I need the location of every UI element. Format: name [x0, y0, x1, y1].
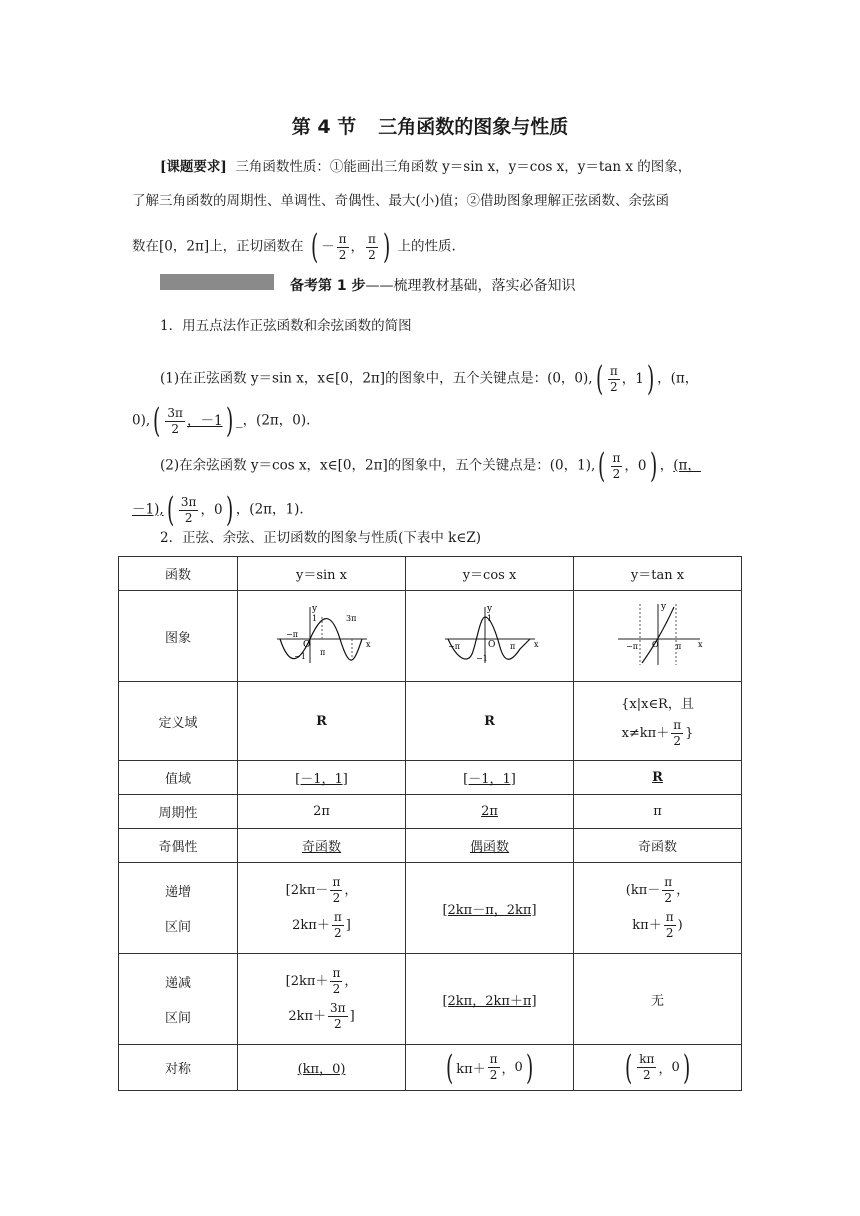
svg-text:−π: −π [447, 642, 460, 651]
row-label-period: 周期性 [119, 795, 238, 829]
requirement-tag: [课题要求] [160, 159, 227, 175]
svg-text:−1: −1 [475, 654, 488, 663]
tan-decreasing: 无 [574, 954, 742, 1045]
svg-text:x: x [533, 640, 539, 649]
requirement-text-3b: 上的性质. [397, 238, 456, 255]
tan-parity: 奇函数 [574, 829, 742, 863]
table-row-decreasing [119, 954, 742, 1045]
minus-sign: － [321, 239, 335, 255]
sin-graph-cell [238, 591, 406, 682]
requirement-text-1: 三角函数性质：①能画出三角函数 y＝sin x，y＝cos x，y＝tan x 的图象， [235, 159, 692, 175]
cos-keypoints-line: (2)在余弦函数 y＝cos x，x∈[0，2π]的图象中，五个关键点是：(0，1), ( $\frac{\pi}{2}$ ，0 ) ，(π， [160, 446, 701, 486]
cos-parity: 偶函数 [406, 829, 574, 863]
row-label-increasing: 递增 区间 [119, 863, 238, 954]
tan-period: π [574, 795, 742, 829]
svg-text:−π: −π [625, 642, 638, 651]
step-heading [290, 275, 576, 295]
sin-keypoints-text-b: ，(π， [657, 370, 699, 387]
fraction-pi-over-2: $\frac{\pi}{2}$ [368, 231, 376, 262]
svg-text:y: y [486, 604, 492, 614]
sin-keypoints-line-2: 0), ( $\frac{3\pi}{2}$ ，－1 ) _，(2π，0). [132, 401, 311, 441]
cos-keypoints-text: (2)在余弦函数 y＝cos x，x∈[0，2π]的图象中，五个关键点是：(0，1), [160, 457, 596, 474]
svg-text:y: y [660, 602, 666, 612]
cos-keypoints-text-c: －1), [132, 501, 164, 518]
page-title [0, 112, 860, 139]
svg-text:π: π [509, 642, 515, 651]
cos-graph [440, 599, 540, 669]
section-number: 第 4 节 [291, 116, 357, 138]
svg-text:π: π [319, 648, 325, 657]
step-banner-bar [160, 274, 274, 290]
svg-text:O: O [302, 640, 310, 650]
cos-range: [－1，1] [406, 761, 574, 795]
row-label-range: 值域 [119, 761, 238, 795]
cos-graph-cell [406, 591, 574, 682]
sin-range: [－1，1] [238, 761, 406, 795]
sin-keypoints-text: (1)在正弦函数 y＝sin x，x∈[0，2π]的图象中，五个关键点是：(0，0), [160, 370, 593, 387]
cos-keypoints-text-d: ，(2π，1). [235, 501, 304, 518]
trig-properties-table [118, 556, 742, 1091]
cos-keypoints-text-b2: (π， [673, 457, 701, 474]
cos-increasing: [2kπ－π，2kπ] [406, 863, 574, 954]
header-cos: y＝cos x [406, 557, 574, 591]
header-tan: y＝tan x [574, 557, 742, 591]
requirement-line-2: 了解三角函数的周期性、单调性、奇偶性、最大(小)值；②借助图象理解正弦函数、余弦函 [132, 193, 670, 209]
svg-text:O: O [651, 640, 659, 649]
sin-domain: R [238, 682, 406, 761]
tan-graph-cell [574, 591, 742, 682]
sin-decreasing: [2kπ＋ $\frac{\pi}{2}$ ， 2kπ＋ $\frac{3\pi}{2}$ ] [238, 954, 406, 1045]
svg-text:x: x [697, 640, 703, 649]
sin-keypoints-text-c: 0), [132, 412, 151, 429]
section-name: 三角函数的图象与性质 [378, 116, 569, 138]
step-label: 备考第 1 步 [290, 278, 366, 294]
step-subtitle: ——梳理教材基础，落实必备知识 [365, 278, 576, 294]
sin-period: 2π [238, 795, 406, 829]
row-label-symmetry: 对称 [119, 1045, 238, 1091]
table-row-increasing [119, 863, 742, 954]
svg-text:x: x [365, 640, 371, 649]
sin-graph [272, 599, 372, 669]
requirement-line-3 [132, 227, 732, 267]
svg-text:−π: −π [285, 630, 298, 639]
cos-decreasing: [2kπ，2kπ＋π] [406, 954, 574, 1045]
sin-keypoints-line: (1)在正弦函数 y＝sin x，x∈[0，2π]的图象中，五个关键点是：(0，0), ( $\frac{\pi}{2}$ ，1 ) ，(π， [160, 359, 699, 399]
cos-domain: R [406, 682, 574, 761]
cos-symmetry: ( kπ＋ $\frac{\pi}{2}$ ， 0 ) [406, 1045, 574, 1091]
tan-domain: {x|x∈R，且 x≠kπ＋ $\frac{\pi}{2}$ } [574, 682, 742, 761]
tan-domain-line-2: x≠kπ＋ [621, 726, 670, 741]
heading-1: 1．用五点法作正弦函数和余弦函数的简图 [160, 318, 412, 334]
cos-keypoints-text-b: ， [659, 457, 674, 474]
row-label-parity: 奇偶性 [119, 829, 238, 863]
svg-text:−1: −1 [293, 652, 306, 661]
table-row-period [119, 795, 742, 829]
svg-text:y: y [311, 604, 317, 614]
row-label-domain: 定义域 [119, 682, 238, 761]
table-row-parity [119, 829, 742, 863]
svg-text:O: O [487, 640, 495, 650]
fraction-pi-over-2: $\frac{\pi}{2}$ [338, 231, 347, 262]
svg-text:π: π [675, 642, 681, 651]
tan-domain-line-1: {x|x∈R，且 [621, 697, 694, 712]
table-row-symmetry [119, 1045, 742, 1091]
sin-parity: 奇函数 [238, 829, 406, 863]
interval-bracket: ( － $\frac{\pi}{2}$ ， $\frac{\pi}{2}$ ) [310, 227, 391, 267]
requirement-line-1 [160, 157, 760, 177]
row-label-graph: 图象 [119, 591, 238, 682]
sin-increasing: [2kπ－ $\frac{\pi}{2}$ ， 2kπ＋ $\frac{\pi}{2}$ ] [238, 863, 406, 954]
table-row-graph [119, 591, 742, 682]
cos-keypoints-line-2: －1), ( $\frac{3\pi}{2}$ ，0 ) ，(2π，1). [132, 490, 304, 530]
comma: ， [350, 239, 365, 255]
svg-text:1: 1 [486, 614, 492, 623]
tan-range: R [574, 761, 742, 795]
header-sin: y＝sin x [238, 557, 406, 591]
requirement-text-3a: 数在[0，2π]上，正切函数在 [132, 238, 304, 255]
cos-period: 2π [406, 795, 574, 829]
heading-2: 2．正弦、余弦、正切函数的图象与性质(下表中 k∈Z) [160, 530, 481, 546]
sin-symmetry: (kπ，0) [238, 1045, 406, 1091]
svg-text:1: 1 [311, 614, 317, 623]
table-header-row [119, 557, 742, 591]
tan-increasing: (kπ－ $\frac{\pi}{2}$ ， kπ＋ $\frac{\pi}{2}$ ) [574, 863, 742, 954]
tan-symmetry: ( $\frac{k\pi}{2}$ ， 0 ) [574, 1045, 742, 1091]
row-label-decreasing: 递减 区间 [119, 954, 238, 1045]
header-function: 函数 [119, 557, 238, 591]
sin-keypoints-text-d: ，(2π，0). [242, 412, 311, 429]
svg-text:3π: 3π [345, 614, 356, 623]
tan-graph [608, 599, 708, 669]
table-row-range [119, 761, 742, 795]
table-row-domain [119, 682, 742, 761]
